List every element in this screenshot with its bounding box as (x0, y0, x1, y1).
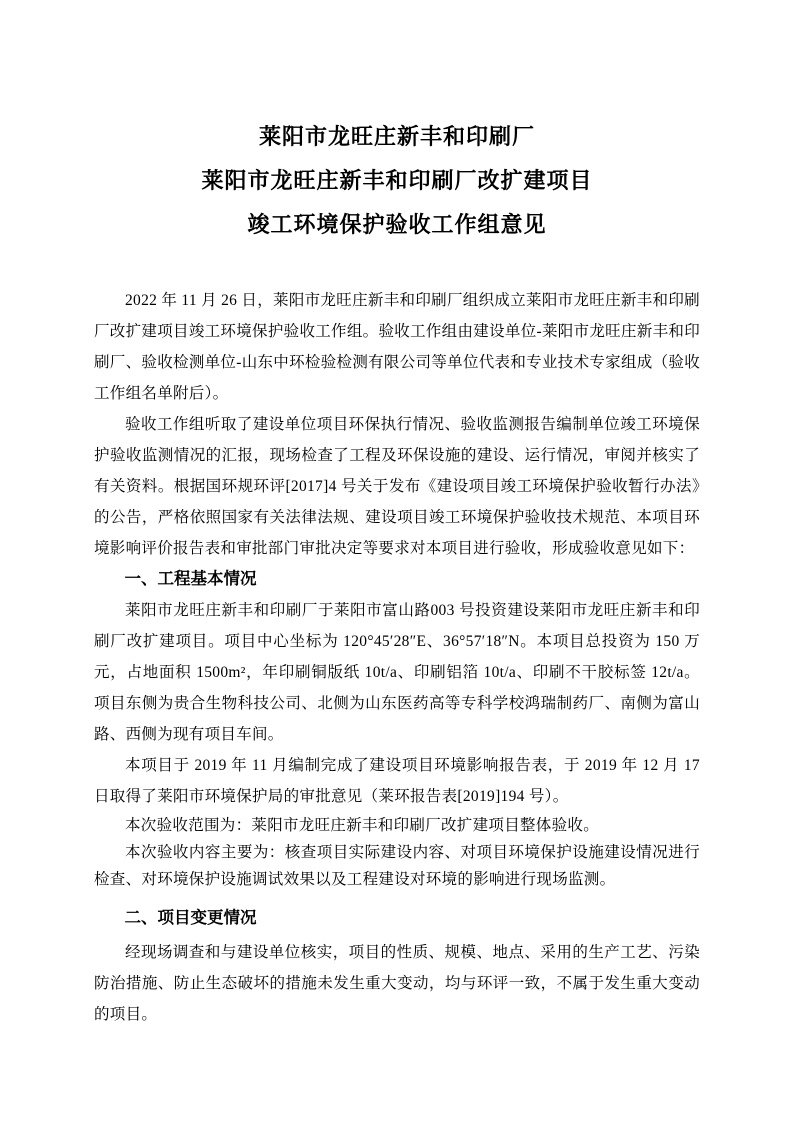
document-title-line-2: 莱阳市龙旺庄新丰和印刷厂改扩建项目 (201, 168, 593, 193)
paragraph-eia-approval: 本项目于 2019 年 11 月编制完成了建设项目环境影响报告表，于 2019 年 12 月 17 日取得了莱阳市环境保护局的审批意见（莱环报告表[2019]194 号）。 (94, 757, 700, 805)
section-heading-project-basic-info: 一、工程基本情况 (124, 570, 257, 588)
paragraph-acceptance-content: 本次验收内容主要为：核查项目实际建设内容、对项目环境保护设施建设情况进行检查、对环境保护设施调试效果以及工程建设对环境的影响进行现场监测。 (94, 844, 700, 888)
document-title-line-3: 竣工环境保护验收工作组意见 (247, 212, 547, 237)
paragraph-review-basis: 验收工作组听取了建设单位项目环保执行情况、验收监测报告编制单位竣工环境保护验收监测情况的汇报，现场检查了工程及环保设施的建设、运行情况，审阅并核实了有关资料。根据国环规环评[2017]4 号关于发布《建设项目竣工环境保护验收暂行办法》的公告，严格依照国家有关法律法规、建设项目竣工环境保护验收技术规范、本项目环境影响评价报告表和审批部门审批决定等要求对本项目进行验收，形成验收意见如下： (94, 416, 700, 557)
paragraph-acceptance-scope: 本次验收范围为：莱阳市龙旺庄新丰和印刷厂改扩建项目整体验收。 (125, 817, 600, 834)
section-heading-project-changes: 二、项目变更情况 (124, 909, 257, 927)
title-block (94, 115, 700, 247)
paragraph-project-overview: 莱阳市龙旺庄新丰和印刷厂于莱阳市富山路003 号投资建设莱阳市龙旺庄新丰和印刷厂改扩建项目。项目中心坐标为 120°45′28″E、36°57′18″N。本项目总投资为 150 万元，占地面积 1500m²，年印刷铜版纸 10t/a、印刷铝箔 10t/a、印刷不干胶标签 12t/a。项目东侧为贵合生物科技公司、北侧为山东医药高等专科学校鸿瑞制药厂、南侧为富山路、西侧为现有项目车间。 (94, 602, 700, 743)
document-content (94, 115, 700, 1030)
paragraph-workgroup-formation: 2022 年 11 月 26 日，莱阳市龙旺庄新丰和印刷厂组织成立莱阳市龙旺庄新丰和印刷厂改扩建项目竣工环境保护验收工作组。验收工作组由建设单位-莱阳市龙旺庄新丰和印刷厂、验收检测单位-山东中环检验检测有限公司等单位代表和专业技术专家组成（验收工作组名单附后）。 (94, 292, 700, 402)
document-title-line-1: 莱阳市龙旺庄新丰和印刷厂 (258, 124, 535, 149)
paragraph-change-assessment: 经现场调查和与建设单位核实，项目的性质、规模、地点、采用的生产工艺、污染防治措施、防止生态破坏的措施未发生重大变动，均与环评一致，不属于发生重大变动的项目。 (94, 944, 700, 1023)
